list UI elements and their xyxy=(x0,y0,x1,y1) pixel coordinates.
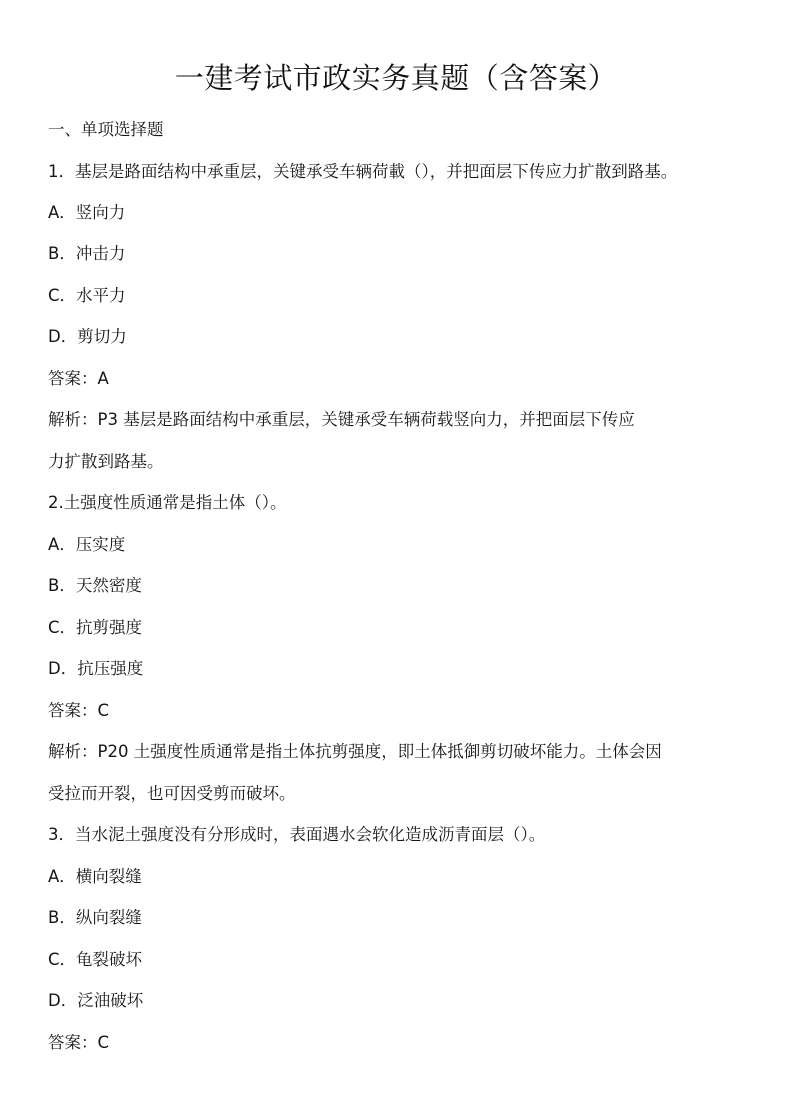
question-2-option-c: C．抗剪强度 xyxy=(48,618,143,637)
question-1-stem: 1．基层是路面结构中承重层，关键承受车辆荷載（），并把面层下传应力扩散到路基。 xyxy=(48,162,678,181)
question-3-option-c: C．龟裂破坏 xyxy=(48,950,143,969)
section-heading: 一、单项选择题 xyxy=(48,120,164,139)
question-2-answer: 答案：C xyxy=(48,701,110,720)
question-1-analysis-line-2: 力扩散到路基。 xyxy=(48,452,164,471)
question-3-stem: 3．当水泥土强度没有分形成时，表面遇水会软化造成沥青面层（）。 xyxy=(48,825,546,844)
question-1-option-c: C．水平力 xyxy=(48,286,126,305)
question-2-analysis-line-1: 解析：P20 土强度性质通常是指土体抗剪强度，即土体抵御剪切破坏能力。土体会因 xyxy=(48,742,662,761)
question-2-analysis-line-2: 受拉而开裂，也可因受剪而破坏。 xyxy=(48,784,296,803)
question-2-stem: 2.土强度性质通常是指土体（）。 xyxy=(48,493,287,512)
question-1-analysis-line-1: 解析：P3 基层是路面结构中承重层，关键承受车辆荷载竖向力，并把面层下传应 xyxy=(48,410,635,429)
question-3-option-d: D．泛油破坏 xyxy=(48,991,144,1010)
question-1-answer: 答案：A xyxy=(48,369,109,388)
question-3-option-a: A．横向裂缝 xyxy=(48,867,142,886)
question-2-option-b: B．天然密度 xyxy=(48,576,142,595)
question-3-option-b: B．纵向裂缝 xyxy=(48,908,142,927)
question-1-option-d: D．剪切力 xyxy=(48,327,127,346)
question-1-option-b: B．冲击力 xyxy=(48,244,126,263)
question-2-option-d: D．抗压强度 xyxy=(48,659,144,678)
question-2-option-a: A．压实度 xyxy=(48,535,126,554)
question-3-answer: 答案：C xyxy=(48,1033,110,1052)
question-1-option-a: A．竖向力 xyxy=(48,203,126,222)
page-title: 一建考试市政实务真题（含答案） xyxy=(174,61,618,95)
